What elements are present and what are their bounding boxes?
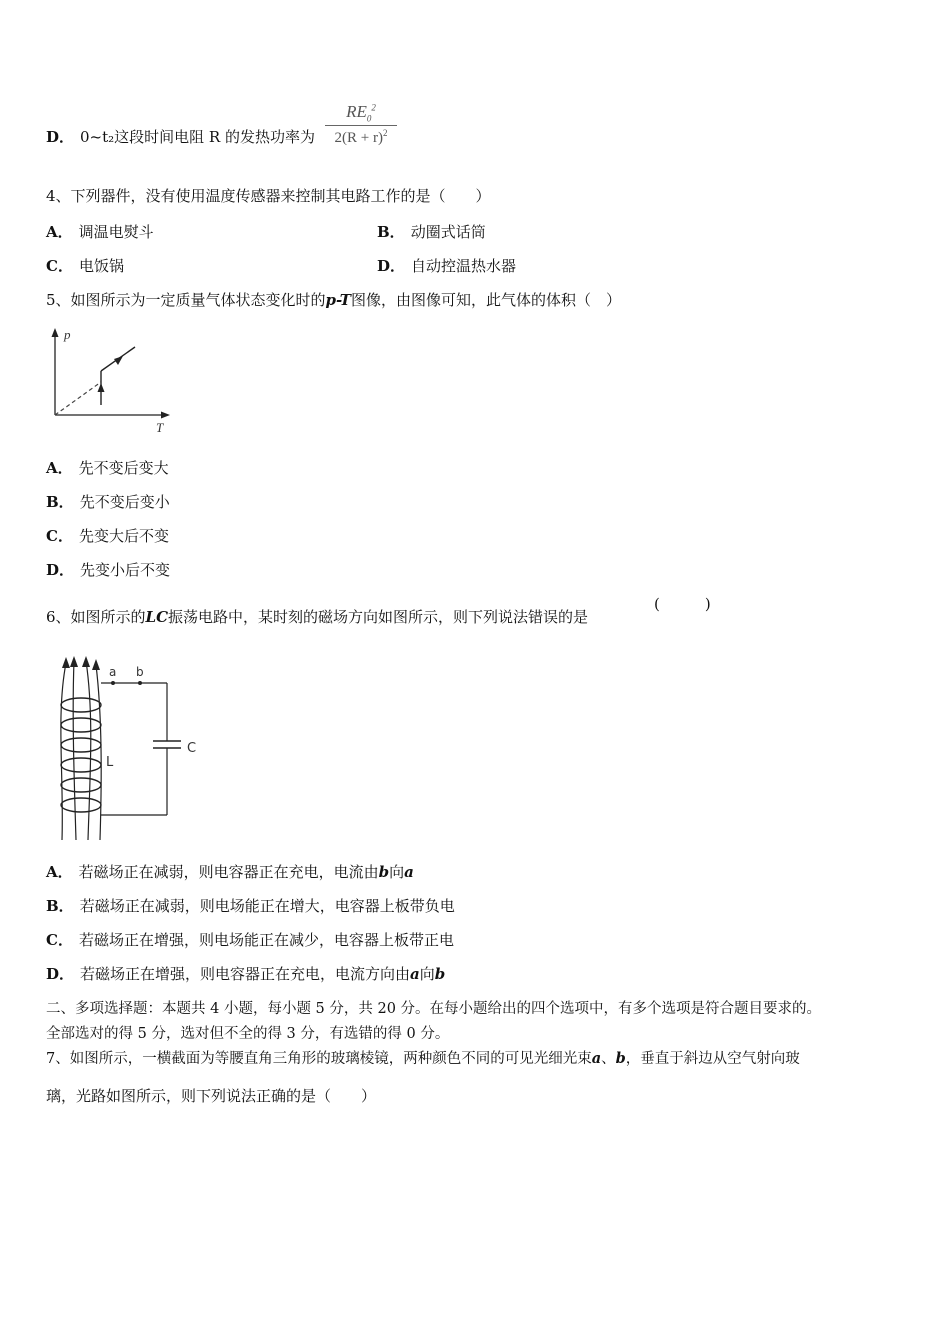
q6-option-d[interactable]: D． 若磁场正在增强，则电容器正在充电，电流方向由a向b: [46, 965, 446, 983]
q5-stem: 5、如图所示为一定质量气体状态变化时的p-T图像，由图像可知，此气体的体积（ ）: [46, 291, 621, 309]
q6-option-b[interactable]: B． 若磁场正在减弱，则电场能正在增大，电容器上板带负电: [46, 897, 455, 915]
option-label: D．: [46, 128, 75, 146]
q5-option-c[interactable]: C． 先变大后不变: [46, 527, 169, 545]
q4-option-a[interactable]: A． 调温电熨斗: [46, 223, 154, 241]
q4-option-c[interactable]: C． 电饭锅: [46, 257, 124, 275]
lc-circuit-figure: [52, 655, 212, 850]
q7-stem-line2: 璃，光路如图所示，则下列说法正确的是（ ）: [46, 1087, 377, 1105]
terminal-a-label: a: [109, 665, 117, 679]
q4-option-b[interactable]: B． 动圈式话筒: [377, 223, 486, 241]
q4-stem: 4、下列器件，没有使用温度传感器来控制其电路工作的是（ ）: [46, 187, 491, 205]
capacitor-label: C: [187, 741, 197, 756]
q6-option-c[interactable]: C． 若磁场正在增强，则电场能正在减少，电容器上板带正电: [46, 931, 454, 949]
q4-option-d[interactable]: D． 自动控温热水器: [377, 257, 517, 275]
inductor-label: L: [106, 755, 114, 770]
q5-option-d[interactable]: D． 先变小后不变: [46, 561, 171, 579]
axis-p-label: p: [64, 327, 71, 342]
q6-stem: 6、如图所示的LC振荡电路中，某时刻的磁场方向如图所示，则下列说法错误的是: [46, 608, 589, 626]
terminal-b-label: b: [136, 665, 144, 679]
section2-instructions-line1: 二、多项选择题：本题共 4 小题，每小题 5 分，共 20 分。在每小题给出的四个选项中，有多个选项是符合题目要求的。: [46, 1001, 822, 1017]
formula-numerator: $RE_0^2$: [325, 102, 397, 126]
pt-graph-figure: [44, 325, 179, 437]
section2-instructions-line2: 全部选对的得 5 分，选对但不全的得 3 分，有选错的得 0 分。: [46, 1026, 450, 1042]
q5-option-b[interactable]: B． 先不变后变小: [46, 493, 170, 511]
q7-stem-line1: 7、如图所示，一横截面为等腰直角三角形的玻璃棱镜，两种颜色不同的可见光细光束a、b，垂直于斜边从空气射向玻: [46, 1050, 800, 1067]
q3-option-d: [46, 127, 315, 147]
q5-option-a[interactable]: A． 先不变后变大: [46, 459, 169, 477]
axis-t-label: T: [156, 420, 164, 435]
q6-option-a[interactable]: A． 若磁场正在减弱，则电容器正在充电，电流由b向a: [46, 863, 414, 881]
q6-answer-bracket: ( ): [654, 595, 711, 613]
heat-power-formula: [325, 102, 397, 147]
option-text: 0~t₂这段时间电阻 R 的发热功率为: [80, 128, 315, 146]
formula-denominator: $2(R + r)^2$: [334, 128, 388, 147]
